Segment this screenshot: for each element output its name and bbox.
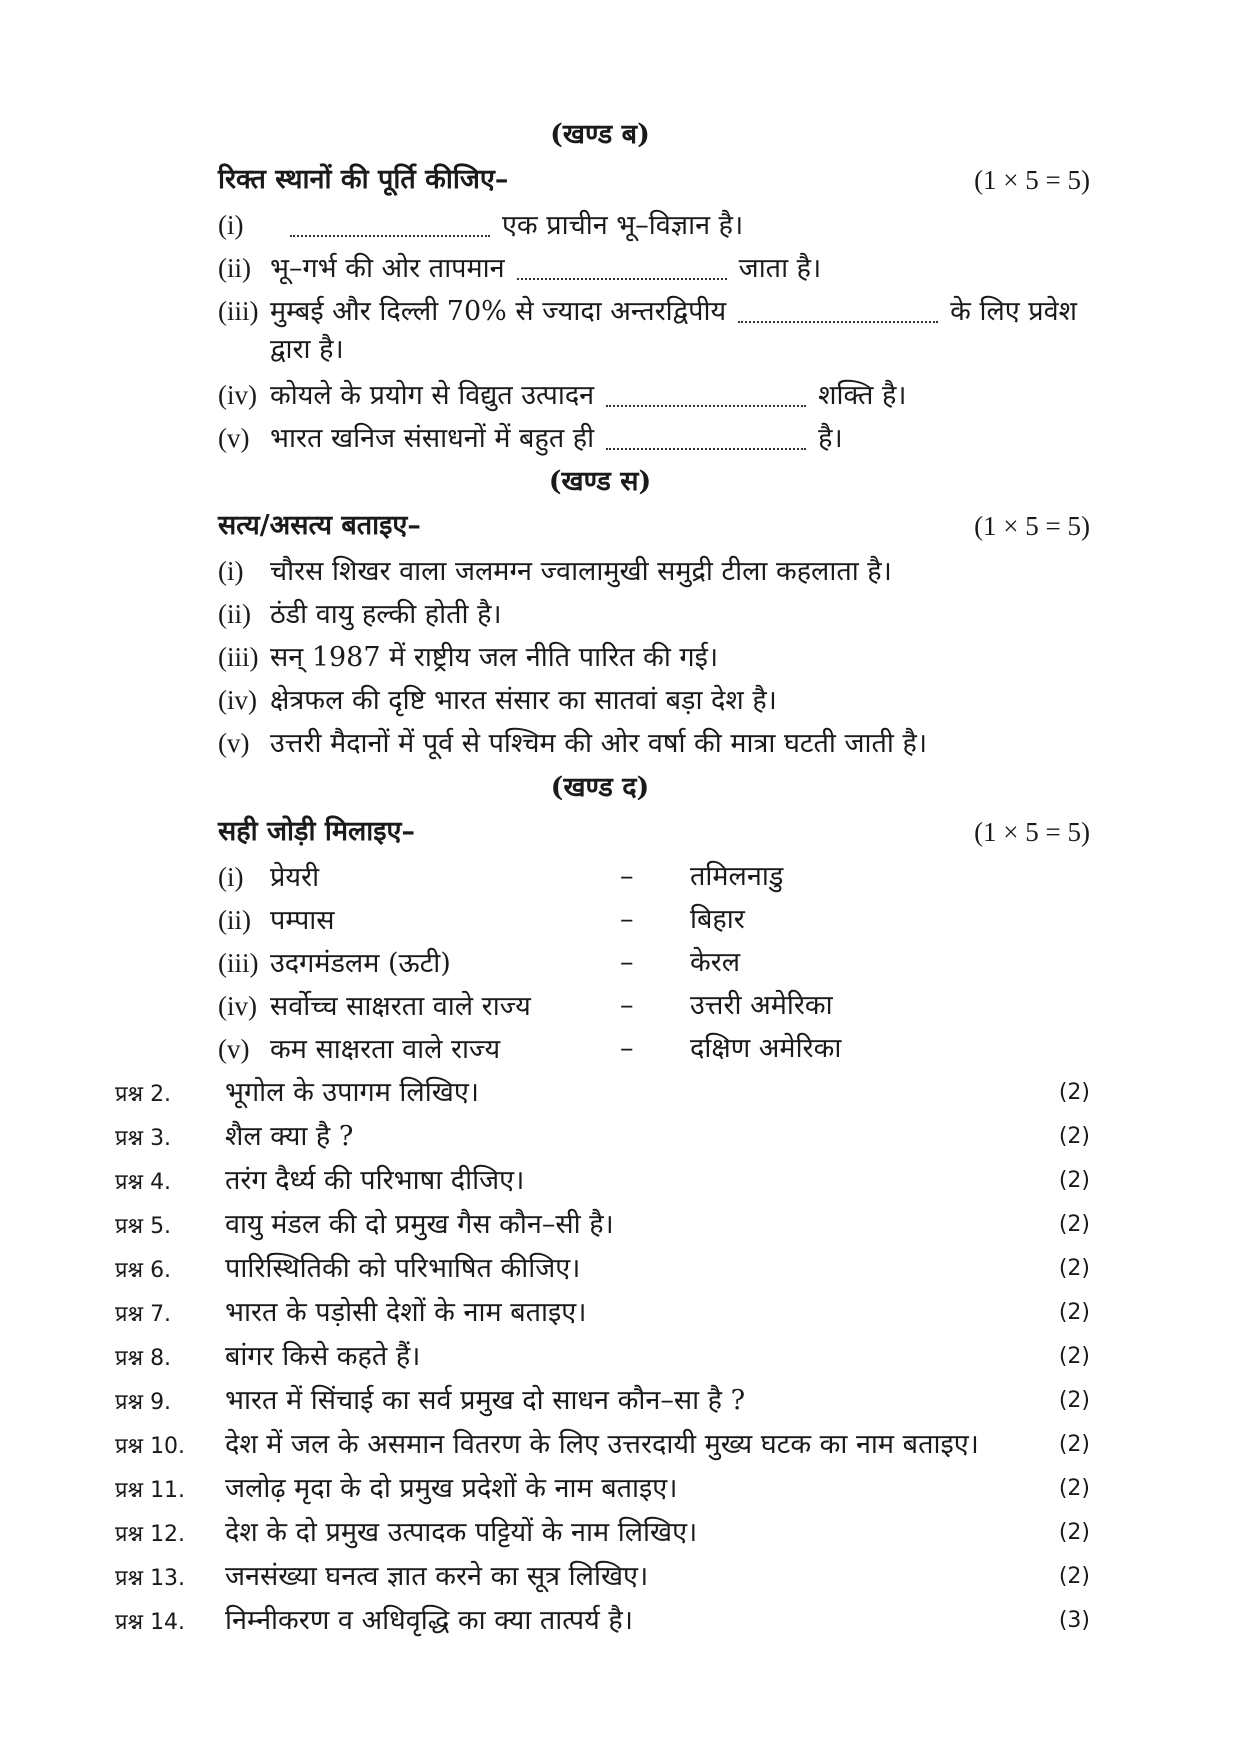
item-text-before: भारत खनिज संसाधनों में बहुत ही (270, 423, 595, 454)
match-dash: – (620, 990, 634, 1021)
question-label: प्रश्न 4. (115, 1170, 172, 1195)
question-text: भारत के पड़ोसी देशों के नाम बताइए। (225, 1297, 587, 1328)
match-left: उदगमंडलम (ऊटी) (270, 948, 451, 979)
question-text: जनसंख्या घनत्व ज्ञात करने का सूत्र लिखिए। (225, 1561, 649, 1592)
item-number: (ii) (218, 599, 251, 629)
match-right: तमिलनाडु (690, 861, 784, 892)
question-marks: (2) (1058, 1388, 1090, 1413)
question-8 (115, 1337, 420, 1379)
match-right: उत्तरी अमेरिका (690, 990, 833, 1021)
match-item-3 (218, 943, 1018, 984)
question-text: बांगर किसे कहते हैं। (225, 1341, 421, 1372)
match-item-5 (218, 1029, 1018, 1070)
match-dash: – (620, 904, 634, 935)
tf-item-1 (218, 551, 892, 592)
question-2 (115, 1073, 479, 1115)
match-item-4 (218, 986, 1018, 1027)
question-9 (115, 1381, 745, 1423)
match-left: कम साक्षरता वाले राज्य (270, 1034, 501, 1065)
item-text: उत्तरी मैदानों में पूर्व से पश्चिम की ओर वर्षा की मात्रा घटती जाती है। (270, 728, 928, 759)
item-number: (iii) (218, 296, 259, 326)
item-number: (i) (218, 862, 244, 892)
section-b-title: रिक्त स्थानों की पूर्ति कीजिए– (218, 164, 509, 195)
section-s-heading: (खण्ड स) (548, 466, 652, 497)
fill-item-4 (218, 375, 907, 416)
question-10 (115, 1425, 979, 1467)
question-marks: (2) (1058, 1344, 1090, 1369)
question-text: जलोढ़ मृदा के दो प्रमुख प्रदेशों के नाम बताइए। (225, 1473, 678, 1504)
blank-line (517, 260, 727, 280)
match-dash: – (620, 861, 634, 892)
section-d-title: सही जोड़ी मिलाइए– (218, 816, 415, 847)
question-text: पारिस्थितिकी को परिभाषित कीजिए। (225, 1253, 581, 1284)
item-text-before: भू–गर्भ की ओर तापमान (270, 253, 505, 284)
item-number: (iii) (218, 642, 259, 672)
question-11 (115, 1469, 677, 1511)
question-4 (115, 1161, 524, 1203)
match-item-1 (218, 857, 1018, 898)
question-label: प्रश्न 8. (115, 1346, 172, 1371)
item-text-after: के लिए प्रवेश (950, 296, 1078, 327)
question-label: प्रश्न 5. (115, 1214, 172, 1239)
question-text: भूगोल के उपागम लिखिए। (225, 1077, 479, 1108)
item-number: (v) (218, 423, 250, 453)
question-label: प्रश्न 10. (115, 1434, 186, 1459)
item-text-after: है। (818, 423, 843, 454)
question-text: भारत में सिंचाई का सर्व प्रमुख दो साधन कौन–सा है ? (225, 1385, 746, 1416)
fill-item-1 (218, 205, 743, 246)
item-number: (i) (218, 210, 244, 240)
question-13 (115, 1557, 648, 1599)
question-marks: (2) (1058, 1212, 1090, 1237)
question-3 (115, 1117, 353, 1159)
question-marks: (2) (1058, 1432, 1090, 1457)
question-marks: (2) (1058, 1300, 1090, 1325)
item-number: (iv) (218, 991, 257, 1021)
match-right: दक्षिण अमेरिका (690, 1033, 842, 1064)
item-number: (iii) (218, 948, 259, 978)
question-label: प्रश्न 13. (115, 1566, 186, 1591)
question-marks: (2) (1058, 1168, 1090, 1193)
section-d-marks: (1 × 5 = 5) (974, 817, 1090, 847)
question-5 (115, 1205, 614, 1247)
fill-item-2 (218, 248, 821, 289)
item-text: सन् 1987 में राष्ट्रीय जल नीति पारित की गई। (270, 642, 719, 673)
match-left: सर्वोच्च साक्षरता वाले राज्य (270, 991, 531, 1022)
match-item-2 (218, 900, 1018, 941)
item-number: (i) (218, 556, 244, 586)
blank-line (606, 430, 806, 450)
question-marks: (2) (1058, 1256, 1090, 1281)
item-number: (v) (218, 728, 250, 758)
fill-item-3-continuation: द्वारा है। (270, 334, 344, 365)
question-marks: (3) (1058, 1608, 1090, 1633)
item-number: (ii) (218, 253, 251, 283)
question-14 (115, 1601, 633, 1643)
question-7 (115, 1293, 586, 1335)
fill-item-3 (218, 291, 1077, 332)
item-text-after: शक्ति है। (818, 380, 907, 411)
blank-line (738, 303, 938, 323)
blank-line (290, 217, 490, 237)
match-right: बिहार (690, 904, 745, 935)
question-marks: (2) (1058, 1080, 1090, 1105)
item-text: ठंडी वायु हल्की होती है। (270, 599, 502, 630)
question-text: देश में जल के असमान वितरण के लिए उत्तरदायी मुख्य घटक का नाम बताइए। (225, 1429, 979, 1460)
question-text: तरंग दैर्ध्य की परिभाषा दीजिए। (225, 1165, 525, 1196)
match-dash: – (620, 1033, 634, 1064)
question-label: प्रश्न 11. (115, 1478, 186, 1503)
question-text: निम्नीकरण व अधिवृद्धि का क्या तात्पर्य है। (225, 1605, 633, 1636)
item-text-after: जाता है। (738, 253, 822, 284)
match-left: पम्पास (270, 905, 335, 936)
item-number: (iv) (218, 685, 257, 715)
question-12 (115, 1513, 697, 1555)
tf-item-5 (218, 723, 927, 764)
tf-item-4 (218, 680, 777, 721)
match-right: केरल (690, 947, 741, 978)
question-marks: (2) (1058, 1476, 1090, 1501)
item-number: (v) (218, 1034, 250, 1064)
match-left: प्रेयरी (270, 862, 320, 893)
tf-item-2 (218, 594, 502, 635)
section-s-marks: (1 × 5 = 5) (974, 511, 1090, 541)
match-dash: – (620, 947, 634, 978)
question-marks: (2) (1058, 1124, 1090, 1149)
question-label: प्रश्न 6. (115, 1258, 172, 1283)
item-text-before: मुम्बई और दिल्ली 70% से ज्यादा अन्तरद्विपीय (270, 296, 727, 327)
question-label: प्रश्न 7. (115, 1302, 172, 1327)
blank-line (606, 387, 806, 407)
question-6 (115, 1249, 580, 1291)
item-number: (ii) (218, 905, 251, 935)
question-marks: (2) (1058, 1564, 1090, 1589)
question-marks: (2) (1058, 1520, 1090, 1545)
item-text-after: एक प्राचीन भू–विज्ञान है। (502, 210, 744, 241)
question-text: देश के दो प्रमुख उत्पादक पट्टियों के नाम लिखिए। (225, 1517, 698, 1548)
item-text: चौरस शिखर वाला जलमग्न ज्वालामुखी समुद्री टीला कहलाता है। (270, 556, 892, 587)
section-s-title: सत्य/असत्य बताइए– (218, 510, 421, 541)
question-text: शैल क्या है ? (225, 1121, 354, 1152)
question-label: प्रश्न 2. (115, 1082, 172, 1107)
fill-item-5 (218, 418, 843, 459)
tf-item-3 (218, 637, 718, 678)
section-b-heading: (खण्ड ब) (550, 119, 650, 150)
section-b-marks: (1 × 5 = 5) (974, 165, 1090, 195)
question-label: प्रश्न 14. (115, 1610, 186, 1635)
item-text: क्षेत्रफल की दृष्टि भारत संसार का सातवां बड़ा देश है। (270, 685, 777, 716)
item-number: (iv) (218, 380, 257, 410)
question-label: प्रश्न 3. (115, 1126, 172, 1151)
question-label: प्रश्न 12. (115, 1522, 186, 1547)
section-d-heading: (खण्ड द) (550, 772, 650, 803)
item-text-before: कोयले के प्रयोग से विद्युत उत्पादन (270, 380, 595, 411)
question-label: प्रश्न 9. (115, 1390, 172, 1415)
question-text: वायु मंडल की दो प्रमुख गैस कौन–सी है। (225, 1209, 614, 1240)
